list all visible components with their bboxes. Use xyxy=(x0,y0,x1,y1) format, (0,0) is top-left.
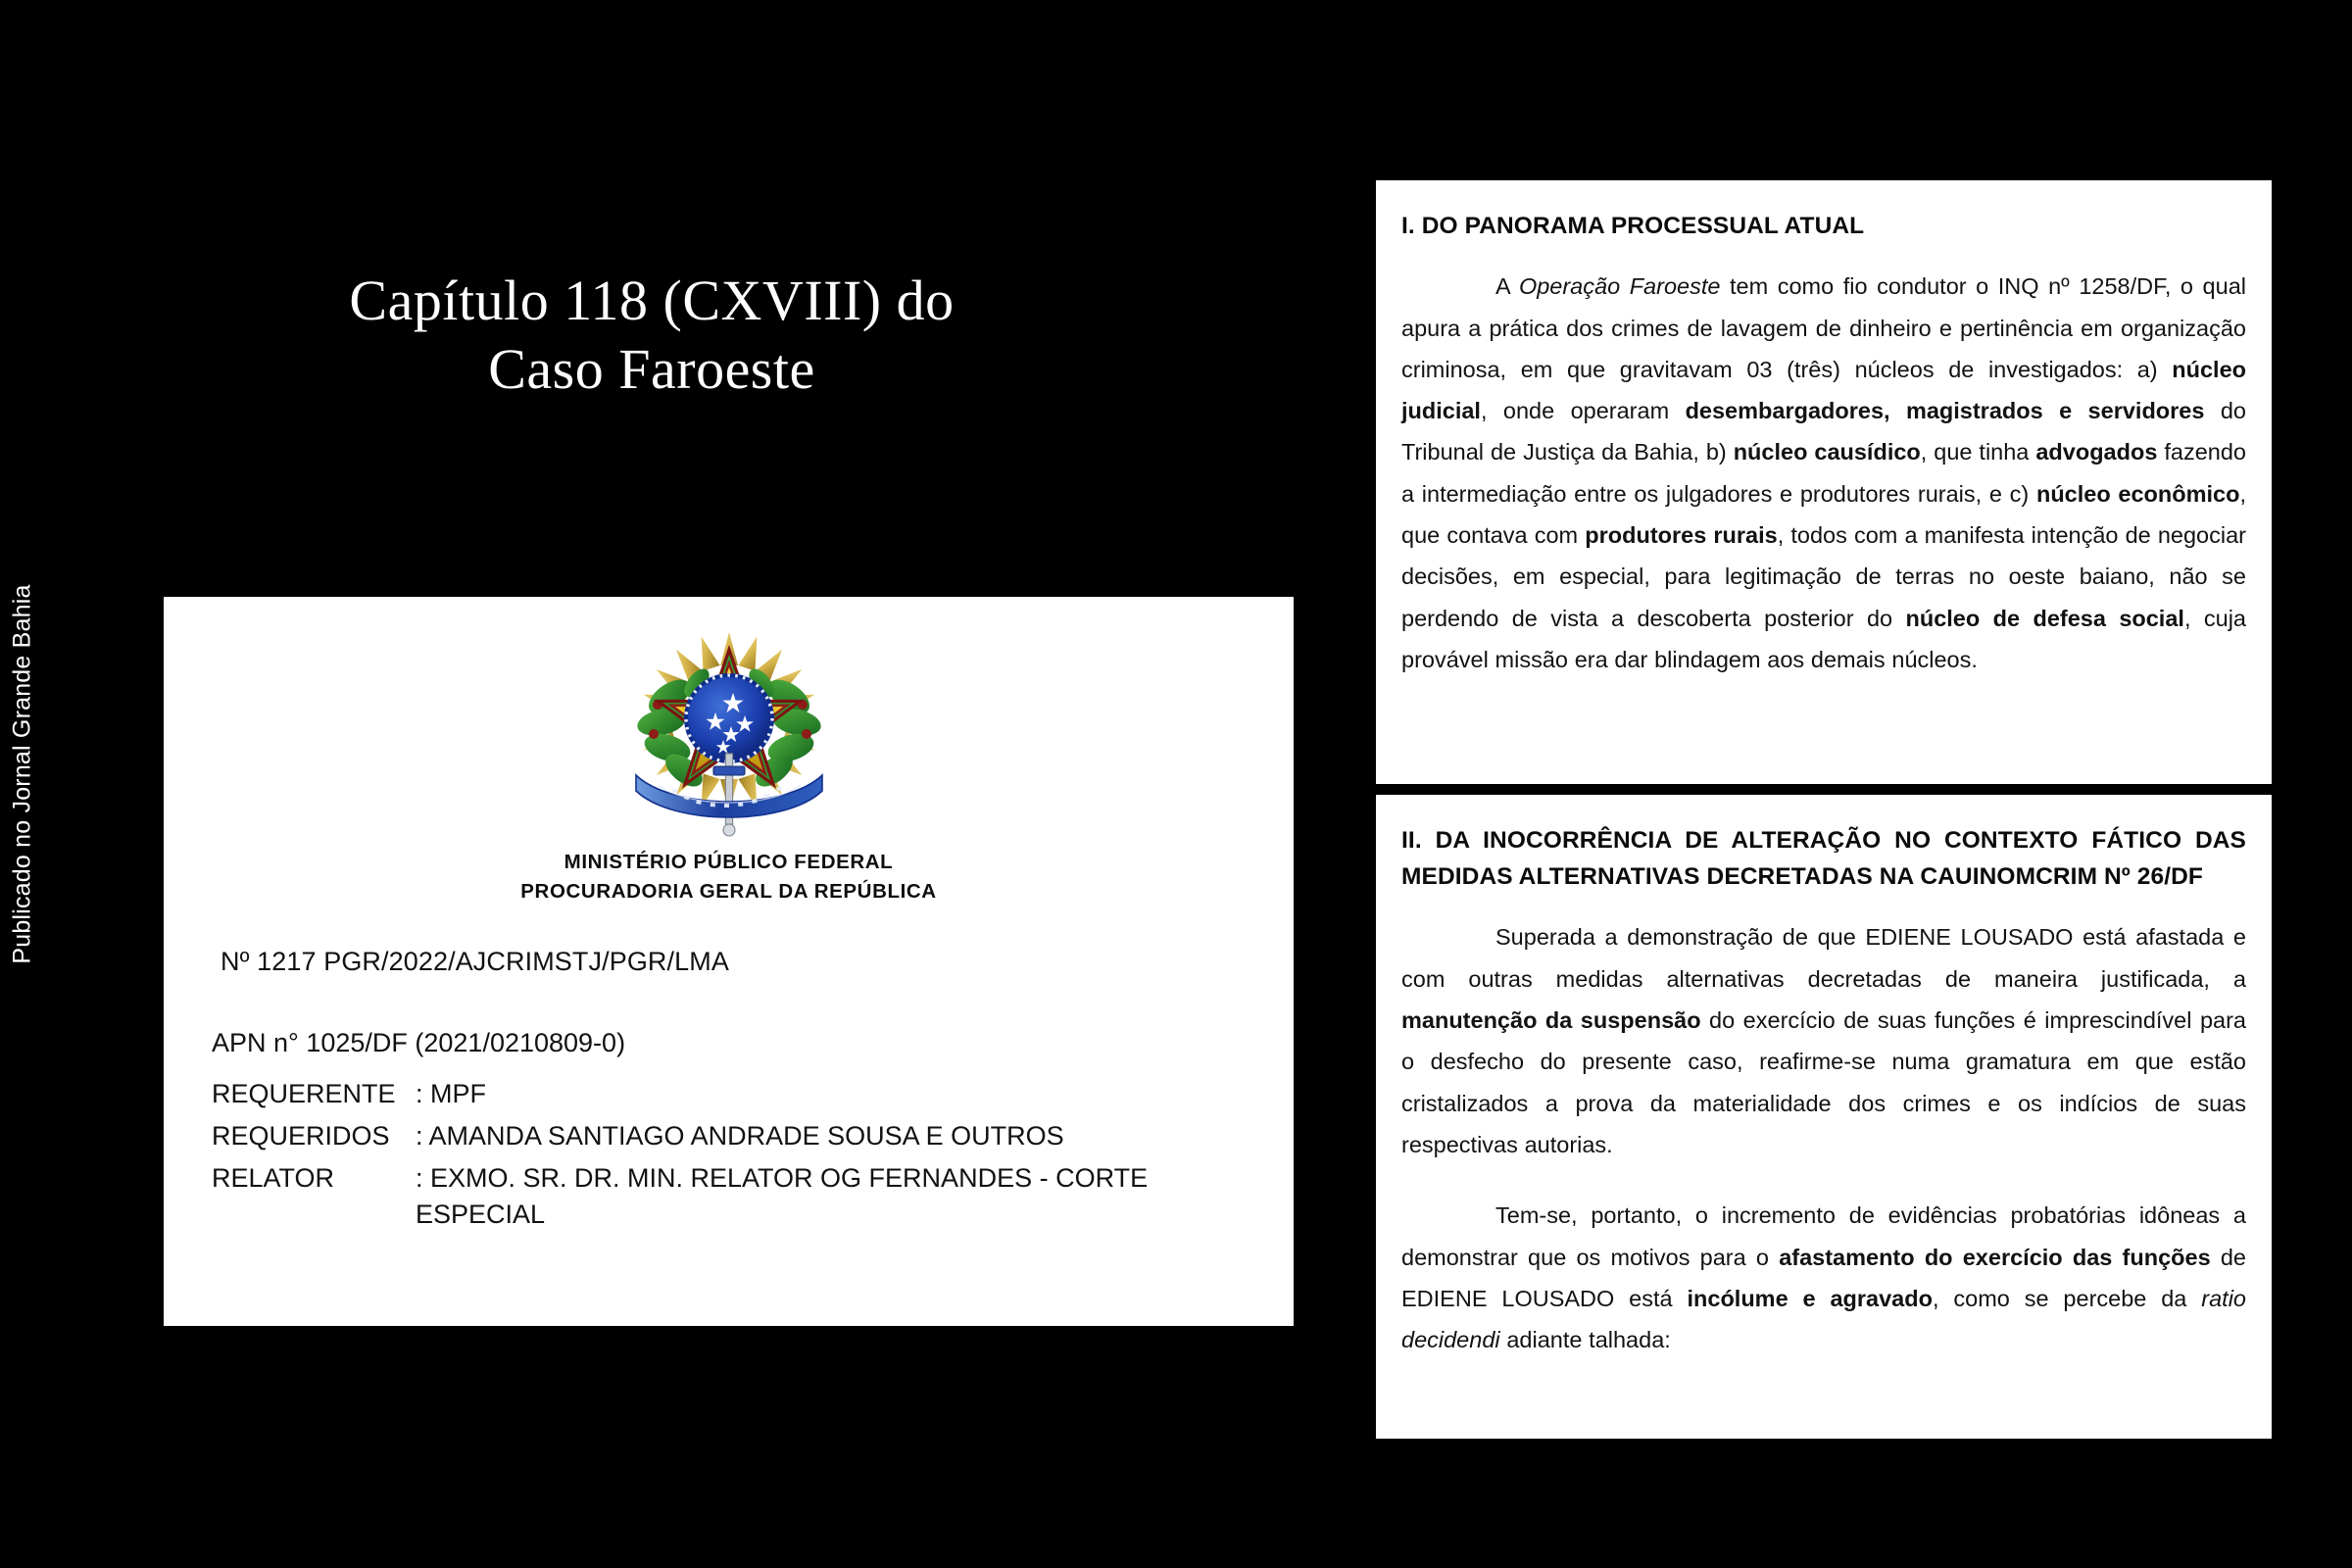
brazil-coat-of-arms-icon xyxy=(628,628,830,838)
page-title-line-1: Capítulo 118 (CXVIII) do xyxy=(349,269,955,332)
party-label: RELATOR xyxy=(212,1162,335,1193)
page-title xyxy=(157,267,1147,403)
document-header-card xyxy=(164,597,1294,1326)
section-panel-two xyxy=(1376,795,2272,1439)
section-paragraph: Tem-se, portanto, o incremento de evidências probatórias idôneas a demonstrar que os motivos para o afastamento do exercício das funções de EDIENE LOUSADO está incólume e agravado, como se percebe da ratio decidendi adiante talhada: xyxy=(1401,1202,2247,1353)
section-heading: I. DO PANORAMA PROCESSUAL ATUAL xyxy=(1401,213,1865,239)
section-paragraph: Superada a demonstração de que EDIENE LOUSADO está afastada e com outras medidas alternativas decretadas de maneira justificada, a manutenção da suspensão do exercício de suas funções é imprescindível para o desfecho do presente caso, reafirme-se numa gramatura em que estão cristalizados a prova da materialidade dos crimes e os indícios de suas respectivas autorias. xyxy=(1401,924,2246,1157)
party-label: REQUERENTE xyxy=(212,1079,396,1109)
party-value: : MPF xyxy=(416,1079,486,1109)
org-name-primary: MINISTÉRIO PÚBLICO FEDERAL xyxy=(564,851,894,873)
section-paragraph: A Operação Faroeste tem como fio condutor o INQ nº 1258/DF, o qual apura a prática dos crimes de lavagem de dinheiro e pertinência em organização criminosa, em que gravitavam 03 (três) núcleos de investigados: a) núcleo judicial, onde operaram desembargadores, magistrados e servidores do Tribunal de Justiça da Bahia, b) núcleo causídico, que tinha advogados fazendo a intermediação entre os julgadores e produtores rurais, e c) núcleo econômico, que contava com produtores rurais, todos com a manifesta intenção de negociar decisões, em especial, para legitimação de terras no oeste baiano, não se perdendo de vista a descoberta posterior do núcleo de defesa social, cuja provável missão era dar blindagem aos demais núcleos. xyxy=(1401,273,2246,672)
table-row xyxy=(212,1076,1263,1118)
org-name-secondary: PROCURADORIA GERAL DA REPÚBLICA xyxy=(520,879,937,903)
party-label: REQUERIDOS xyxy=(212,1121,390,1152)
table-row xyxy=(212,1160,1263,1238)
celestial-disc xyxy=(684,673,774,763)
page-title-line-2: Caso Faroeste xyxy=(488,336,815,401)
table-row xyxy=(212,1118,1263,1160)
party-value: : AMANDA SANTIAGO ANDRADE SOUSA E OUTROS xyxy=(416,1121,1064,1152)
emblem-container xyxy=(203,628,1254,838)
parties-table xyxy=(212,1076,1263,1238)
case-number: APN n° 1025/DF (2021/0210809-0) xyxy=(212,1028,626,1058)
publication-credit xyxy=(0,549,45,1000)
section-heading: II. DA INOCORRÊNCIA DE ALTERAÇÃO NO CONTEXTO FÁTICO DAS MEDIDAS ALTERNATIVAS DECRETADAS NA CAUINOMCRIM Nº 26/DF xyxy=(1401,827,2246,891)
publication-credit-label: Publicado no Jornal Grande Bahia xyxy=(8,584,36,964)
party-value: : EXMO. SR. DR. MIN. RELATOR OG FERNANDES - CORTE ESPECIAL xyxy=(416,1162,1149,1229)
organization-block xyxy=(203,848,1254,906)
section-panel-one xyxy=(1376,180,2272,784)
protocol-number: Nº 1217 PGR/2022/AJCRIMSTJ/PGR/LMA xyxy=(220,947,729,977)
sword xyxy=(713,754,745,836)
